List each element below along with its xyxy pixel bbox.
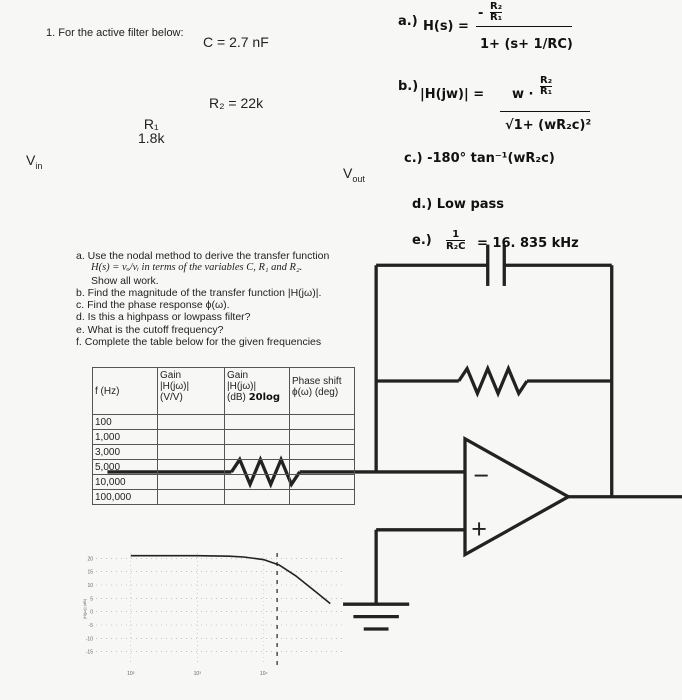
opamp-minus-sign: − <box>473 460 489 491</box>
question-d: d. Is this a highpass or lowpass filter? <box>76 311 251 324</box>
problem-title: 1. For the active filter below: <box>46 27 184 39</box>
bode-y-tick-label: 20 <box>87 556 93 563</box>
row-frequency: 3,000 <box>93 445 158 460</box>
answer-b-lhs: |H(jw)| = <box>420 87 485 102</box>
table-row <box>93 415 355 430</box>
header-phase-line2: ϕ(ω) (deg) <box>292 387 339 398</box>
question-e: e. What is the cutoff frequency? <box>76 323 224 336</box>
answer-a-denominator: 1+ (s+ 1/RC) <box>480 37 573 52</box>
cell-gain-vv <box>158 415 225 430</box>
bode-y-tick-label: 5 <box>90 596 93 603</box>
bode-x-tick-label: 10⁴ <box>259 671 268 677</box>
cell-gain-vv <box>158 460 225 475</box>
cell-gain-db <box>225 430 290 445</box>
header-gain-vv-line1: Gain <box>160 370 182 381</box>
question-a-line1: a. Use the nodal method to derive the transfer function <box>76 250 330 262</box>
bode-y-tick-label: -5 <box>88 623 93 629</box>
table-row <box>93 460 355 475</box>
r1-label <box>138 117 164 145</box>
cell-phase <box>290 490 355 505</box>
cell-phase <box>290 445 355 460</box>
header-gain-db-unit: (dB) <box>227 392 246 403</box>
answer-b-fraction-bar <box>500 111 590 112</box>
cell-phase <box>290 430 355 445</box>
answer-b-label: b.) <box>398 79 419 94</box>
header-gain-db-line3 <box>227 392 287 403</box>
header-gain-db <box>225 368 290 415</box>
cell-gain-vv <box>158 475 225 490</box>
bode-y-axis-label: |H(jω)| (dB) <box>82 598 87 620</box>
answer-a-minus: - <box>478 6 484 21</box>
header-gain-vv-line3: (V/V) <box>160 392 183 403</box>
row-frequency: 5,000 <box>93 460 158 475</box>
bode-y-tick-label: -15 <box>85 649 93 656</box>
frequency-table <box>92 367 355 505</box>
cell-phase <box>290 460 355 475</box>
r1-name: R₁ <box>143 116 159 132</box>
bode-magnitude-curve <box>131 556 331 604</box>
header-gain-vv-line2: |H(jω)| <box>160 381 190 392</box>
answer-e-fraction <box>446 229 465 252</box>
cell-gain-db <box>225 445 290 460</box>
answer-b-ratio-bottom: R₁ <box>540 86 553 97</box>
answer-b-denominator: √1+ (wR₂c)² <box>505 118 592 133</box>
question-list <box>76 250 329 348</box>
r2-resistor <box>459 369 527 394</box>
vout-subscript: out <box>352 173 365 184</box>
handwritten-20log: 20log <box>248 392 281 403</box>
question-c: c. Find the phase response ϕ(ω). <box>76 299 230 312</box>
cell-gain-db <box>225 475 290 490</box>
question-a-line3: Show all work. <box>91 274 159 287</box>
row-frequency: 1,000 <box>93 430 158 445</box>
answer-a-lhs: H(s) = <box>423 19 469 34</box>
table-row <box>93 445 355 460</box>
answer-e-frac-bottom: R₂C <box>446 241 466 252</box>
answer-a-num-bottom: R₁ <box>490 12 503 23</box>
header-phase-line1: Phase shift <box>292 376 342 387</box>
bode-y-tick-label: -10 <box>85 636 93 643</box>
answer-b-ratio-top: R₂ <box>540 75 553 86</box>
capacitor-label: C = 2.7 nF <box>203 34 269 50</box>
vout-symbol: V <box>343 165 353 181</box>
bode-y-tick-label: 10 <box>87 583 93 589</box>
answer-a-num-top: R₂ <box>490 1 503 12</box>
vin-label <box>26 152 42 171</box>
answer-b-w: w · <box>512 87 534 102</box>
bode-x-tick-label: 10² <box>127 671 135 677</box>
table-row <box>93 430 355 445</box>
cell-gain-vv <box>158 430 225 445</box>
vin-subscript: in <box>35 160 43 171</box>
cell-gain-db <box>225 490 290 505</box>
table-row <box>93 475 355 490</box>
bode-x-tick-label: 10³ <box>193 671 201 677</box>
vin-symbol: V <box>26 152 36 168</box>
cell-phase <box>290 415 355 430</box>
table-header-row <box>93 368 355 415</box>
row-frequency: 10,000 <box>93 475 158 490</box>
header-gain-db-line2: |H(jω)| <box>227 381 257 392</box>
question-f: f. Complete the table below for the given frequencies <box>76 336 322 349</box>
header-phase <box>290 368 355 415</box>
header-frequency <box>93 368 158 415</box>
cell-gain-db <box>225 415 290 430</box>
answer-a-label: a.) <box>398 14 418 29</box>
question-b: b. Find the magnitude of the transfer function |H(jω)|. <box>76 286 322 299</box>
header-gain-db-line1: Gain <box>227 370 249 381</box>
cell-gain-vv <box>158 445 225 460</box>
r2-label: R₂ = 22k <box>209 95 264 111</box>
bode-y-tick-label: 15 <box>87 569 93 576</box>
table-row <box>93 490 355 505</box>
row-frequency: 100 <box>93 415 158 430</box>
header-gain-vv <box>158 368 225 415</box>
answer-e-frac-top: 1 <box>446 229 465 241</box>
answer-a-fraction-bar <box>476 26 572 27</box>
row-frequency: 100,000 <box>93 490 158 505</box>
answer-e-value: = 16. 835 kHz <box>477 236 579 251</box>
answer-a-numerator <box>490 2 502 23</box>
bode-y-tick-label: 0 <box>90 609 93 616</box>
opamp-plus-sign: + <box>471 514 487 545</box>
answer-e-label: e.) <box>412 233 432 248</box>
cell-gain-db <box>225 460 290 475</box>
header-frequency-text: f (Hz) <box>95 386 120 397</box>
cell-phase <box>290 475 355 490</box>
question-a-line2: H(s) = vₒ/vᵢ in terms of the variables C, R₁ and R₂. <box>91 262 303 274</box>
answer-b-ratio <box>540 76 552 97</box>
answer-d: d.) Low pass <box>412 197 505 212</box>
cell-gain-vv <box>158 490 225 505</box>
bode-plot <box>80 545 350 695</box>
r1-value: 1.8k <box>138 130 165 146</box>
answer-c: c.) -180° tan⁻¹(wR₂c) <box>404 151 555 166</box>
vout-label <box>343 165 365 184</box>
